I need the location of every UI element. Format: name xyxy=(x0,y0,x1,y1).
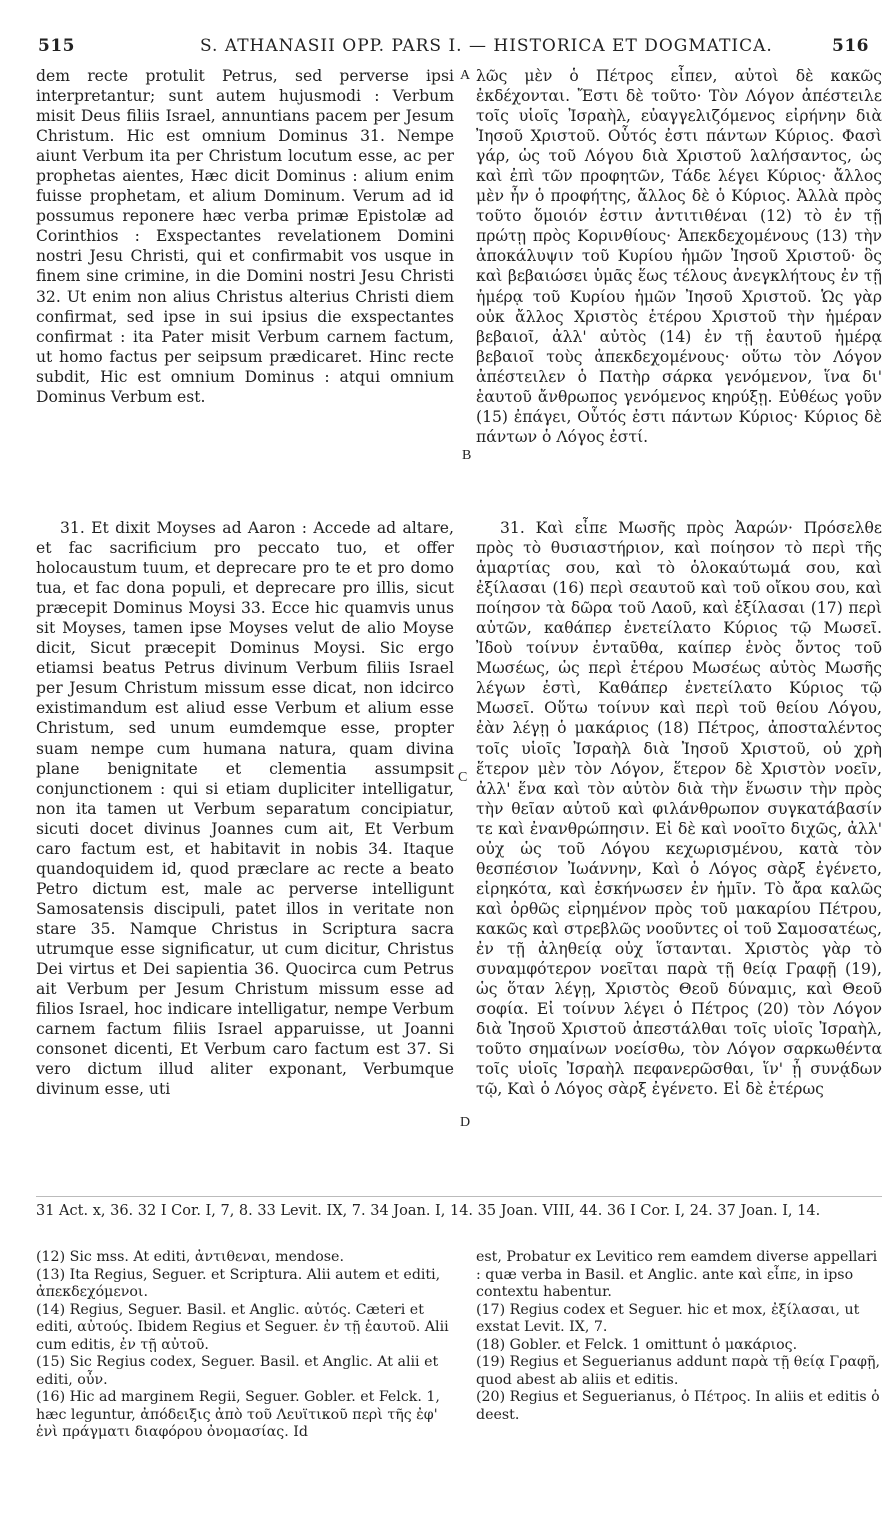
left-page-number: 515 xyxy=(38,36,75,56)
footnote-divider xyxy=(36,1196,882,1197)
note-20: (20) Regius et Seguerianus, ὁ Πέτρος. In aliis et editis ὁ deest. xyxy=(476,1389,880,1423)
latin-paragraph-1: dem recte protulit Petrus, sed perverse ipsi interpretantur; sunt autem hujusmodi : Verbum misit Deus filiis Israel, annuntians pacem per Jesum Christum. Hic est omnium Dominus 31. Nempe aiunt Verbum ita per Christum locutum esse, ac per prophetas aientes, Hæc dicit Dominus : alium enim fuisse prophetam, et alium Dominum. Verum ad id possumus reponere hæc verba primæ Epistolæ ad Corinthios : Exspectantes revelationem Domini nostri Jesu Christi, qui et confirmabit vos usque in finem sine crimine, in die Domini nostri Jesu Christi 32. Ut enim non alius Christus alterius Christi diem confirmat, sed ipse in sui ipsius die exspectantes confirmat : ita Pater misit Verbum carnem factum, ut homo factus per seipsum prædicaret. Hinc recte subdit, Hic est omnium Dominus : atqui omnium Dominus Verbum est. xyxy=(36,67,454,406)
margin-letter-c: C xyxy=(458,770,468,785)
note-16-continued: est, Probatur ex Levitico rem eamdem diverse appellari : quæ verba in Basil. et Anglic. ante καὶ εἶπε, in ipso contextu habentur. xyxy=(476,1249,878,1300)
greek-column-lower xyxy=(476,518,882,1099)
running-title: S. ATHANASII OPP. PARS I. — HISTORICA ET DOGMATICA. xyxy=(200,36,773,56)
note-15: (15) Sic Regius codex, Seguer. Basil. et Anglic. At alii et editi, οὖν. xyxy=(36,1354,439,1388)
margin-letter-a: A xyxy=(460,68,471,83)
note-17: (17) Regius codex et Seguer. hic et mox, ἐξίλασαι, ut exstat Levit. IX, 7. xyxy=(476,1301,860,1335)
note-13: (13) Ita Regius, Seguer. et Scriptura. Alii autem et editi, ἀπεκδεχόμενοι. xyxy=(36,1266,441,1300)
scripture-references: 31 Act. x, 36. 32 I Cor. I, 7, 8. 33 Levit. IX, 7. 34 Joan. I, 14. 35 Joan. VIII, 44. 36 I Cor. I, 24. 37 Joan. I, 14. xyxy=(36,1203,821,1219)
greek-paragraph-2: 31. Καὶ εἶπε Μωσῆς πρὸς Ἀαρών· Πρόσελθε πρὸς τὸ θυσιαστήριον, καὶ ποίησον τὸ περὶ τῆς ἁμαρτίας σου, καὶ τὸ ὁλοκαύτωμά σου, καὶ ἐξίλασαι (16) περὶ σεαυτοῦ καὶ τοῦ οἴκου σου, καὶ ποίησον τὰ δῶρα τοῦ Λαοῦ, καὶ ἐξίλασαι (17) περὶ αὐτῶν, καθάπερ ἐνετείλατο Κύριος τῷ Μωσεῖ. Ἰδοὺ τοίνυν ἐνταῦθα, καίπερ ἑνὸς ὄντος τοῦ Μωσέως, ὡς περὶ ἑτέρου Μωσέως αὐτὸς Μωσῆς λέγων ἐστὶ, Καθάπερ ἐνετείλατο Κύριος τῷ Μωσεῖ. Οὕτω τοίνυν καὶ περὶ τοῦ θείου Λόγου, ἐὰν λέγῃ ὁ μακάριος (18) Πέτρος, ἀποσταλέντος τοῖς υἱοῖς Ἰσραὴλ διὰ Ἰησοῦ Χριστοῦ, οὐ χρὴ ἕτερον μὲν τὸν Λόγον, ἕτερον δὲ Χριστὸν νοεῖν, ἀλλ' ἕνα καὶ τὸν αὐτὸν διὰ τὴν ἕνωσιν τὴν πρὸς τὴν θεῖαν αὐτοῦ καὶ φιλάνθρωπον συγκατάβασίν τε καὶ ἐνανθρώπησιν. Εἰ δὲ καὶ νοοῖτο διχῶς, ἀλλ' οὐχ ὡς τοῦ Λόγου κεχωρισμένου, κατὰ τὸν θεσπέσιον Ἰωάννην, Καὶ ὁ Λόγος σὰρξ ἐγένετο, εἰρηκότα, καὶ ἐσκήνωσεν ἐν ἡμῖν. Τὸ ἄρα καλῶς καὶ ὀρθῶς εἰρημένον πρὸς τοῦ μακαρίου Πέτρου, κακῶς καὶ στρεβλῶς νοοῦντες οἱ τοῦ Σαμοσατέως, ἐν τῇ ἀληθείᾳ οὐχ ἵστανται. Χριστὸς γὰρ τὸ συναμφότερον νοεῖται παρὰ τῇ θείᾳ Γραφῇ (19), ὡς ὅταν λέγῃ, Χριστὸς Θεοῦ δύναμις, καὶ Θεοῦ σοφία. Εἰ τοίνυν λέγει ὁ Πέτρος (20) τὸν Λόγον διὰ Ἰησοῦ Χριστοῦ ἀπεστάλθαι τοῖς υἱοῖς Ἰσραὴλ, τοῦτο σημαίνων νοείσθω, τὸν Λόγον σαρκωθέντα τοῖς υἱοῖς Ἰσραὴλ πεφανερῶσθαι, ἵν' ᾖ συνᾴδων τῷ, Καὶ ὁ Λόγος σὰρξ ἐγένετο. Εἰ δὲ ἑτέρως xyxy=(476,519,882,1099)
greek-paragraph-1: λῶς μὲν ὁ Πέτρος εἶπεν, αὐτοὶ δὲ κακῶς ἐκδέχονται. Ἔστι δὲ τοῦτο· Τὸν Λόγον ἀπέστειλε τοῖς υἱοῖς Ἰσραὴλ, εὐαγγελιζόμενος εἰρήνην διὰ Ἰησοῦ Χριστοῦ. Οὗτός ἐστι πάντων Κύριος. Φασὶ γάρ, ὡς τοῦ Λόγου διὰ Χριστοῦ λαλήσαντος, ὡς καὶ ἐπὶ τῶν προφητῶν, Τάδε λέγει Κύριος· ἄλλος μὲν ἦν ὁ προφήτης, ἄλλος δὲ ὁ Κύριος. Ἀλλὰ πρὸς τοῦτο ὅμοιόν ἐστιν ἀντιτιθέναι (12) τὸ ἐν τῇ πρώτῃ πρὸς Κορινθίους· Ἀπεκδεχομένους (13) τὴν ἀποκάλυψιν τοῦ Κυρίου ἡμῶν Ἰησοῦ Χριστοῦ· ὃς καὶ βεβαιώσει ὑμᾶς ἕως τέλους ἀνεγκλήτους ἐν τῇ ἡμέρᾳ τοῦ Κυρίου ἡμῶν Ἰησοῦ Χριστοῦ. Ὡς γὰρ οὐκ ἄλλος Χριστὸς ἑτέρου Χριστοῦ τὴν ἡμέραν βεβαιοῖ, ἀλλ' αὐτὸς (14) ἐν τῇ ἑαυτοῦ ἡμέρᾳ βεβαιοῖ τοὺς ἀπεκδεχομένους· οὕτω τὸν Λόγον ἀπέστειλεν ὁ Πατὴρ σάρκα γενόμενον, ἵνα δι' ἑαυτοῦ ἄνθρωπος γενόμενος κηρύξῃ. Εὐθέως γοῦν (15) ἐπάγει, Οὗτός ἐστι πάντων Κύριος· Κύριος δὲ πάντων ὁ Λόγος ἐστί. xyxy=(476,67,882,446)
right-page-number: 516 xyxy=(832,36,869,56)
margin-letter-d: D xyxy=(460,1115,471,1130)
latin-column-lower xyxy=(36,518,454,1099)
note-18: (18) Gobler. et Felck. 1 omittunt ὁ μακάριος. xyxy=(476,1336,798,1353)
note-14: (14) Regius, Seguer. Basil. et Anglic. αὐτός. Cæteri et editi, αὐτούς. Ibidem Regius et Seguer. ἐν τῇ ἑαυτοῦ. Alii cum editis, ἐν τῇ αὐτοῦ. xyxy=(36,1301,449,1353)
critical-notes-left xyxy=(36,1249,454,1442)
margin-letter-b: B xyxy=(462,448,472,463)
latin-column-upper xyxy=(36,66,454,407)
note-12: (12) Sic mss. At editi, ἀντιθεναι, mendose. xyxy=(36,1249,344,1265)
greek-column-upper xyxy=(476,66,882,447)
latin-paragraph-2: 31. Et dixit Moyses ad Aaron : Accede ad altare, et fac sacrificium pro peccato tuo, et offer holocaustum tuum, et deprecare pro te et pro domo tua, et fac dona populi, et deprecare pro illis, sicut præcepit Dominus Moysi 33. Ecce hic quamvis unus sit Moyses, tamen ipse Moyses velut de alio Moyse dicit, Sicut præcepit Dominus Moysi. Sic ergo etiamsi beatus Petrus divinum Verbum filiis Israel per Jesum Christum missum esse dicat, non idcirco existimandum est aliud esse Verbum et alium esse Christum, sed unum eumdemque esse, propter suam nempe cum humana natura, quam divina plane benignitate et clementia assumpsit conjunctionem : qui si etiam dupliciter intelligatur, non ita tamen ut Verbum separatum concipiatur, sicuti docet divinus Joannes cum ait, Et Verbum caro factum est, et habitavit in nobis 34. Itaque quandoquidem id, quod præclare ac recte a beato Petro dictum est, male ac perverse intelligunt Samosatensis discipuli, patet illos in veritate non stare 35. Namque Christus in Scriptura sacra utrumque esse significatur, ut cum dicitur, Christus Dei virtus et Dei sapientia 36. Quocirca cum Petrus ait Verbum per Jesum Christum missum esse ad filios Israel, hoc indicare intelligatur, nempe Verbum carnem factum filiis Israel apparuisse, ut Joanni consonet dicenti, Et Verbum caro factum est 37. Si vero dictum illud aliter exponant, Verbumque divinum esse, uti xyxy=(36,519,454,1099)
note-16: (16) Hic ad marginem Regii, Seguer. Gobler. et Felck. 1, hæc leguntur, ἀπόδειξις ἀπὸ τοῦ Λευϊτικοῦ περὶ τῆς ἐφ' ἑνὶ πράγματι διαφόρου ὀνομασίας. Id xyxy=(36,1389,440,1440)
critical-notes-right xyxy=(476,1249,882,1424)
note-19: (19) Regius et Seguerianus addunt παρὰ τῇ θείᾳ Γραφῇ, quod abest ab aliis et editis. xyxy=(476,1354,880,1388)
